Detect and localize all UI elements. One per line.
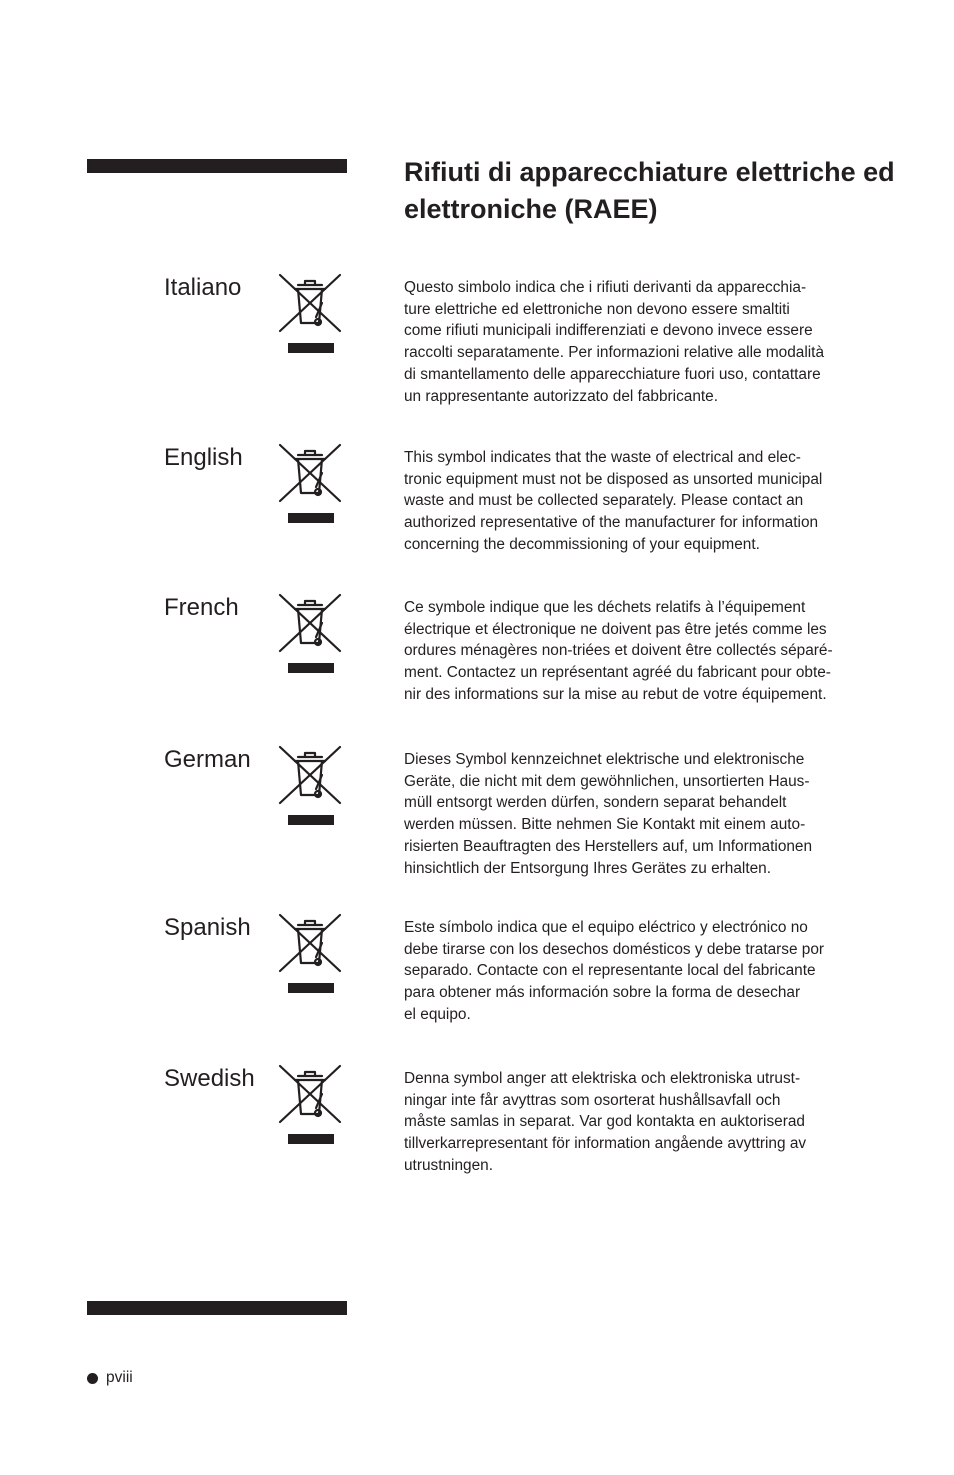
section-italiano — [0, 273, 954, 405]
body-line: come rifiuti municipali indifferenziati e devono invece essere — [404, 322, 813, 340]
body-line: électrique et électronique ne doivent pas être jetés comme les — [404, 620, 827, 638]
body-line: werden müssen. Bitte nehmen Sie Kontakt mit einem auto- — [404, 816, 806, 834]
body-line: el equipo. — [404, 1005, 471, 1023]
language-label: Swedish — [164, 1065, 255, 1092]
language-label: English — [164, 444, 243, 471]
body-line: un rappresentante autorizzato del fabbricante. — [404, 387, 719, 405]
body-line: ordures ménagères non-triées et doivent être collectés séparé- — [404, 642, 833, 660]
body-line: waste and must be collected separately. Please contact an — [404, 492, 804, 510]
section-body — [404, 917, 874, 1026]
section-body — [404, 1068, 874, 1177]
body-line: separado. Contacte con el representante local del fabricante — [404, 962, 816, 980]
body-line: Este símbolo indica que el equipo eléctrico y electrónico no — [404, 919, 808, 936]
language-label: Spanish — [164, 914, 251, 941]
body-line: Ce symbole indique que les déchets relatifs à l’équipement — [404, 599, 806, 616]
body-line: hinsichtlich der Entsorgung Ihres Gerätes zu erhalten. — [404, 859, 772, 877]
body-line: di smantellamento delle apparecchiature fuori uso, contattare — [404, 365, 821, 383]
section-body — [404, 749, 874, 879]
body-line: Dieses Symbol kennzeichnet elektrische und elektronische — [404, 751, 805, 768]
top-rule — [87, 159, 347, 173]
section-french — [0, 593, 954, 713]
body-line: müll entsorgt werden dürfen, sondern separat behandelt — [404, 794, 787, 812]
body-line: This symbol indicates that the waste of electrical and elec- — [404, 449, 801, 466]
bullet-icon — [87, 1373, 98, 1384]
body-line: risierten Beauftragten des Herstellers auf, um Informationen — [404, 837, 813, 855]
section-spanish — [0, 913, 954, 1033]
body-line: utrustningen. — [404, 1156, 493, 1174]
section-english — [0, 443, 954, 563]
body-line: Geräte, die nicht mit dem gewöhnlichen, unsortierten Haus- — [404, 772, 810, 790]
page-number: pviii — [106, 1369, 133, 1386]
page-title: Rifiuti di apparecchiature elettriche ed elettroniche (RAEE) — [404, 157, 895, 224]
crossed-out-wheeled-bin-icon — [278, 273, 342, 359]
crossed-out-wheeled-bin-icon — [278, 745, 342, 831]
section-body — [404, 277, 874, 407]
section-swedish — [0, 1064, 954, 1184]
body-line: concerning the decommissioning of your equipment. — [404, 535, 760, 553]
body-line: tronic equipment must not be disposed as unsorted municipal — [404, 470, 823, 488]
body-line: ture elettriche ed elettroniche non devono essere smaltiti — [404, 300, 790, 318]
crossed-out-wheeled-bin-icon — [278, 443, 342, 529]
body-line: debe tirarse con los desechos domésticos y debe tratarse por — [404, 940, 825, 958]
section-german — [0, 745, 954, 877]
body-line: raccolti separatamente. Per informazioni relative alle modalità — [404, 344, 825, 362]
body-line: måste samlas in separat. Var god kontakta en auktoriserad — [404, 1113, 805, 1131]
body-line: nir des informations sur la mise au rebut de votre équipement. — [404, 685, 827, 703]
body-line: Questo simbolo indica che i rifiuti derivanti da apparecchia- — [404, 279, 807, 296]
page-footer — [87, 1368, 133, 1388]
section-body — [404, 597, 874, 706]
language-label: Italiano — [164, 274, 242, 301]
bottom-rule — [87, 1301, 347, 1315]
body-line: ment. Contactez un représentant agréé du fabricant pour obte- — [404, 664, 831, 682]
body-line: Denna symbol anger att elektriska och elektroniska utrust- — [404, 1070, 801, 1087]
language-label: German — [164, 746, 251, 773]
language-label: French — [164, 594, 239, 621]
crossed-out-wheeled-bin-icon — [278, 913, 342, 999]
body-line: ningar inte får avyttras som osorterat hushållsavfall och — [404, 1091, 781, 1109]
body-line: tillverkarrepresentant för information angående avyttring av — [404, 1135, 807, 1153]
crossed-out-wheeled-bin-icon — [278, 593, 342, 679]
body-line: authorized representative of the manufacturer for information — [404, 514, 819, 532]
section-body — [404, 447, 874, 556]
crossed-out-wheeled-bin-icon — [278, 1064, 342, 1150]
body-line: para obtener más información sobre la forma de desechar — [404, 984, 801, 1002]
